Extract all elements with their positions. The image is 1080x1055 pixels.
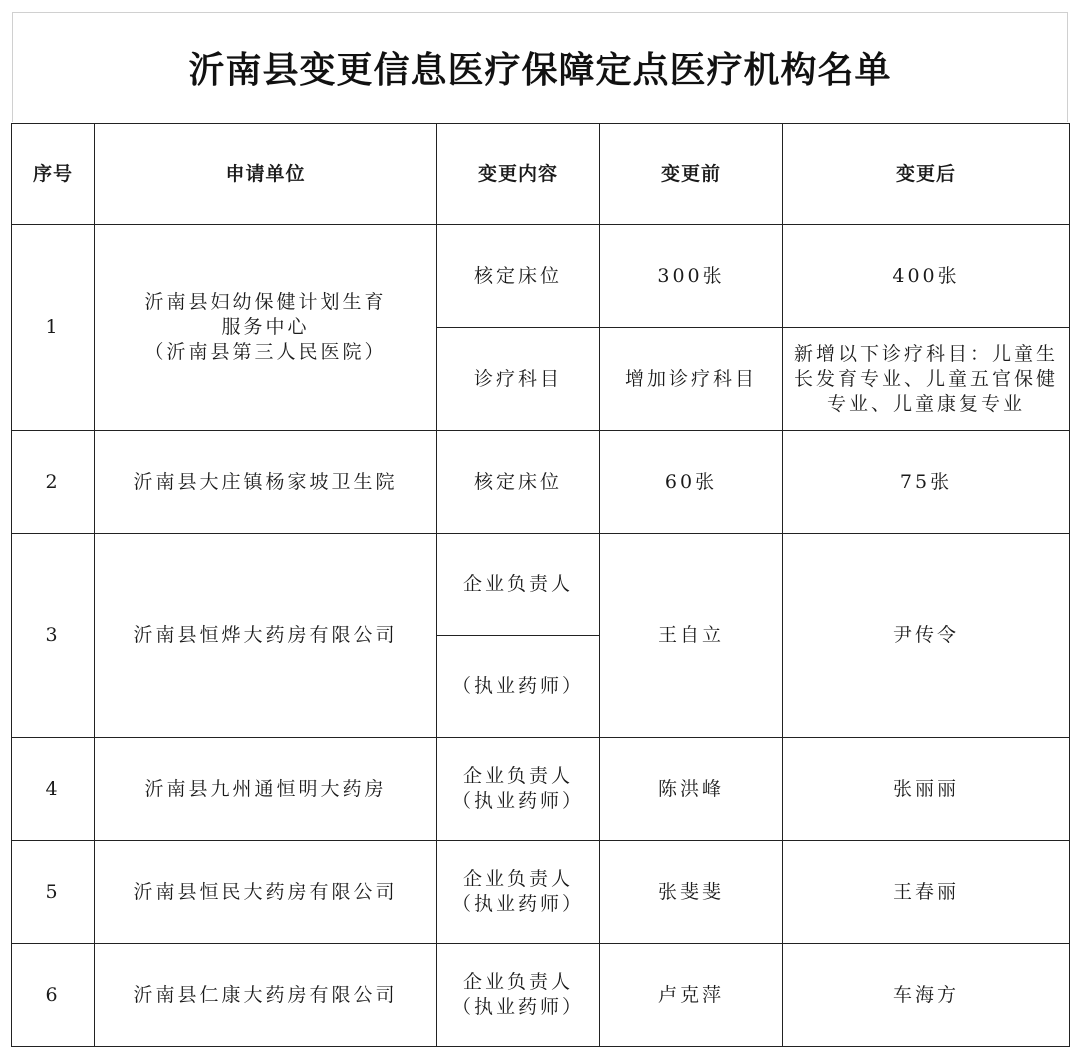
table-row bbox=[12, 841, 1070, 944]
applicant-cell: 沂南县大庄镇杨家坡卫生院 bbox=[95, 431, 437, 534]
document-title: 沂南县变更信息医疗保障定点医疗机构名单 bbox=[188, 50, 892, 91]
applicant-line: （沂南县第三人民医院） bbox=[144, 341, 387, 363]
before-cell: 卢克萍 bbox=[600, 944, 783, 1047]
header-before: 变更前 bbox=[600, 124, 783, 225]
after-cell: 尹传令 bbox=[783, 534, 1070, 738]
change-item-line: （执业药师） bbox=[451, 996, 584, 1018]
applicant-cell bbox=[95, 225, 437, 431]
header-after: 变更后 bbox=[783, 124, 1070, 225]
after-cell: 张丽丽 bbox=[783, 738, 1070, 841]
table-row bbox=[12, 738, 1070, 841]
before-cell: 增加诊疗科目 bbox=[600, 328, 783, 431]
seq-cell: 4 bbox=[12, 738, 95, 841]
before-cell: 陈洪峰 bbox=[600, 738, 783, 841]
change-item-cell: （执业药师） bbox=[437, 636, 600, 738]
applicant-cell: 沂南县恒民大药房有限公司 bbox=[95, 841, 437, 944]
header-change-item: 变更内容 bbox=[437, 124, 600, 225]
applicant-line: 沂南县妇幼保健计划生育 bbox=[144, 291, 387, 313]
header-applicant: 申请单位 bbox=[95, 124, 437, 225]
applicant-cell: 沂南县九州通恒明大药房 bbox=[95, 738, 437, 841]
header-seq: 序号 bbox=[12, 124, 95, 225]
after-cell: 王春丽 bbox=[783, 841, 1070, 944]
seq-cell: 6 bbox=[12, 944, 95, 1047]
applicant-line: 服务中心 bbox=[221, 316, 310, 338]
change-item-cell bbox=[437, 841, 600, 944]
after-cell: 新增以下诊疗科目：儿童生长发育专业、儿童五官保健专业、儿童康复专业 bbox=[783, 328, 1070, 431]
change-item-cell: 核定床位 bbox=[437, 225, 600, 328]
change-item-cell: 核定床位 bbox=[437, 431, 600, 534]
change-item-line: 企业负责人 bbox=[462, 868, 573, 890]
before-cell: 王自立 bbox=[600, 534, 783, 738]
change-item-cell: 诊疗科目 bbox=[437, 328, 600, 431]
before-cell: 张斐斐 bbox=[600, 841, 783, 944]
before-cell: 60张 bbox=[600, 431, 783, 534]
table-row bbox=[12, 431, 1070, 534]
seq-cell: 2 bbox=[12, 431, 95, 534]
after-cell: 75张 bbox=[783, 431, 1070, 534]
after-cell: 400张 bbox=[783, 225, 1070, 328]
change-item-line: （执业药师） bbox=[451, 790, 584, 812]
change-item-line: 企业负责人 bbox=[462, 971, 573, 993]
change-item-cell bbox=[437, 944, 600, 1047]
change-item-cell bbox=[437, 738, 600, 841]
table-row bbox=[12, 944, 1070, 1047]
table-row bbox=[12, 225, 1070, 328]
applicant-cell: 沂南县仁康大药房有限公司 bbox=[95, 944, 437, 1047]
table-row bbox=[12, 534, 1070, 636]
after-cell: 车海方 bbox=[783, 944, 1070, 1047]
change-item-cell: 企业负责人 bbox=[437, 534, 600, 636]
title-area bbox=[12, 12, 1068, 122]
applicant-cell: 沂南县恒烨大药房有限公司 bbox=[95, 534, 437, 738]
seq-cell: 1 bbox=[12, 225, 95, 431]
seq-cell: 3 bbox=[12, 534, 95, 738]
table-header-row bbox=[12, 124, 1070, 225]
before-cell: 300张 bbox=[600, 225, 783, 328]
seq-cell: 5 bbox=[12, 841, 95, 944]
change-item-line: 企业负责人 bbox=[462, 765, 573, 787]
change-item-line: （执业药师） bbox=[451, 893, 584, 915]
institution-change-table bbox=[11, 123, 1070, 1047]
